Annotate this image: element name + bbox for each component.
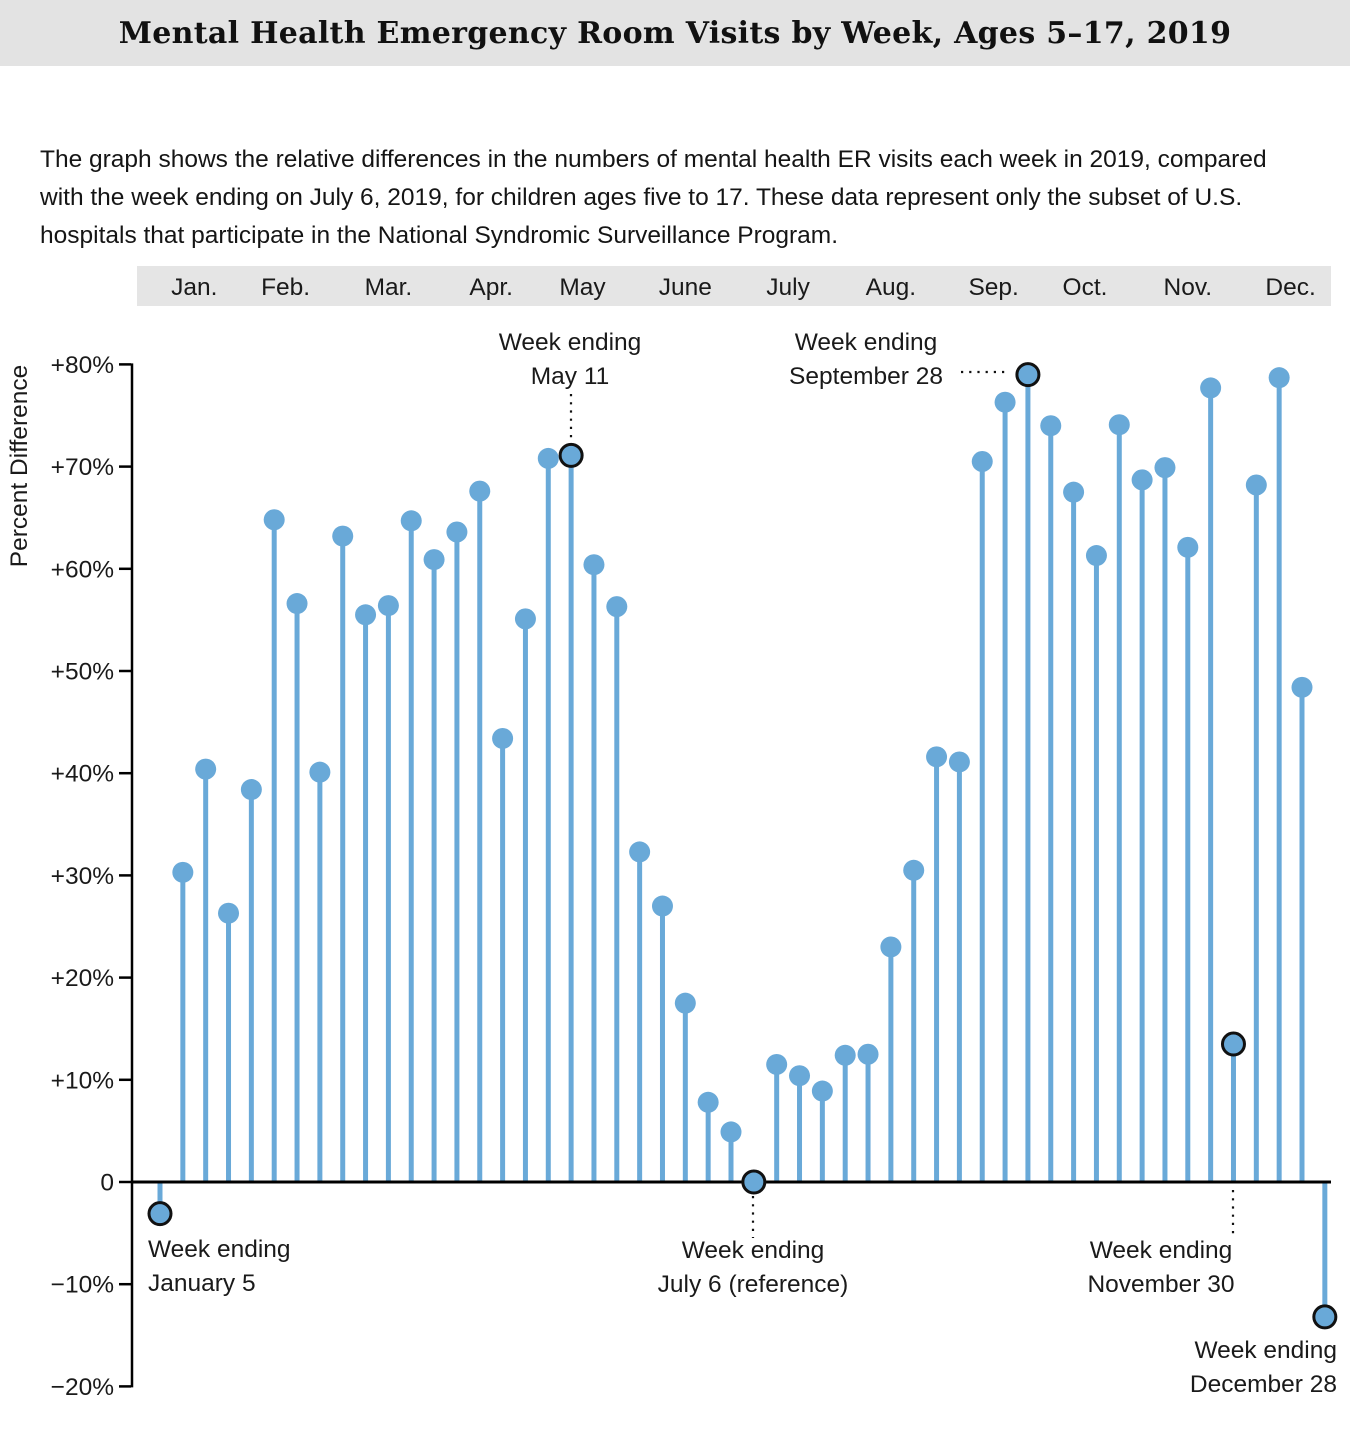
marker-week-10 — [355, 604, 376, 625]
y-tick-label: +80% — [50, 351, 114, 379]
marker-week-32 — [858, 1044, 879, 1065]
marker-week-35 — [926, 746, 947, 767]
month-label-dec: Dec. — [1265, 274, 1316, 301]
marker-week-38 — [995, 392, 1016, 413]
month-label-sep: Sep. — [968, 274, 1019, 301]
y-tick-label: +10% — [50, 1067, 114, 1095]
annotation-week-ending-july-6-reference-line1: Week ending — [681, 1237, 825, 1264]
highlighted-marker-week-39 — [1017, 364, 1039, 386]
marker-week-16 — [492, 728, 513, 749]
marker-week-5 — [241, 779, 262, 800]
y-tick-label: 0 — [100, 1169, 114, 1197]
marker-week-49 — [1246, 474, 1267, 495]
marker-week-29 — [789, 1065, 810, 1086]
annotation-week-ending-september-28-line1: Week ending — [794, 329, 938, 356]
marker-week-51 — [1292, 677, 1313, 698]
y-tick-label: +40% — [50, 760, 114, 788]
page-title: Mental Health Emergency Room Visits by Week, Ages 5–17, 2019 — [118, 15, 1232, 51]
month-label-oct: Oct. — [1062, 274, 1108, 301]
month-label-may: May — [559, 274, 606, 301]
marker-week-7 — [287, 593, 308, 614]
marker-week-28 — [766, 1054, 787, 1075]
annotation-week-ending-may-11-line1: Week ending — [498, 329, 642, 356]
y-tick-label: +60% — [50, 556, 114, 584]
month-header-band — [137, 266, 1331, 306]
marker-week-24 — [675, 993, 696, 1014]
marker-week-50 — [1269, 367, 1290, 388]
marker-week-34 — [903, 860, 924, 881]
annotation-week-ending-november-30-line2: November 30 — [1087, 1271, 1235, 1298]
marker-week-18 — [538, 448, 559, 469]
marker-week-8 — [309, 762, 330, 783]
marker-week-21 — [606, 596, 627, 617]
highlighted-marker-week-52 — [1314, 1306, 1336, 1328]
highlighted-marker-week-27 — [743, 1171, 765, 1193]
marker-week-44 — [1132, 469, 1153, 490]
marker-week-17 — [515, 608, 536, 629]
marker-week-3 — [195, 759, 216, 780]
marker-week-9 — [332, 526, 353, 547]
annotation-week-ending-july-6-reference-line2: July 6 (reference) — [657, 1271, 849, 1298]
marker-week-26 — [721, 1121, 742, 1142]
month-label-feb: Feb. — [261, 274, 311, 301]
marker-week-12 — [401, 510, 422, 531]
marker-week-43 — [1109, 414, 1130, 435]
marker-week-22 — [629, 841, 650, 862]
marker-week-4 — [218, 903, 239, 924]
y-tick-label: +30% — [50, 862, 114, 890]
marker-week-31 — [835, 1045, 856, 1066]
annotation-week-ending-november-30-line1: Week ending — [1089, 1237, 1233, 1264]
highlighted-marker-week-48 — [1222, 1033, 1244, 1055]
y-tick-label: +20% — [50, 965, 114, 993]
annotation-week-ending-september-28-line2: September 28 — [789, 363, 943, 390]
marker-week-40 — [1040, 415, 1061, 436]
marker-week-45 — [1154, 457, 1175, 478]
marker-week-33 — [880, 936, 901, 957]
marker-week-41 — [1063, 482, 1084, 503]
month-label-june: June — [658, 274, 712, 301]
marker-week-15 — [469, 481, 490, 502]
marker-week-36 — [949, 751, 970, 772]
marker-week-20 — [583, 554, 604, 575]
annotation-week-ending-december-28-line1: Week ending — [1194, 1337, 1337, 1364]
y-axis-title: Percent Difference — [6, 364, 33, 568]
month-label-mar: Mar. — [364, 274, 413, 301]
marker-week-11 — [378, 595, 399, 616]
marker-week-47 — [1200, 377, 1221, 398]
annotation-week-ending-january-5-line2: January 5 — [148, 1270, 256, 1297]
y-tick-label: +70% — [50, 454, 114, 482]
marker-week-13 — [424, 549, 445, 570]
month-label-jan: Jan. — [171, 274, 218, 301]
marker-week-2 — [172, 862, 193, 883]
chart-description: The graph shows the relative differences in the numbers of mental health ER visits each week in 2019, compared with the week ending on July 6, 2019, for children ages five to 17. These data represent only the subset of U.S. hospitals that participate in the National Syndromic Surveillance Program. — [40, 145, 1267, 249]
highlighted-marker-week-1 — [149, 1203, 171, 1225]
marker-week-42 — [1086, 545, 1107, 566]
marker-week-23 — [652, 896, 673, 917]
marker-week-25 — [698, 1092, 719, 1113]
marker-week-37 — [972, 451, 993, 472]
month-label-july: July — [766, 274, 810, 301]
marker-week-46 — [1177, 537, 1198, 558]
marker-week-6 — [264, 509, 285, 530]
y-tick-label: −10% — [50, 1271, 114, 1299]
month-label-nov: Nov. — [1163, 274, 1213, 301]
annotation-week-ending-january-5-line1: Week ending — [148, 1236, 291, 1263]
annotation-week-ending-may-11-line2: May 11 — [530, 363, 610, 390]
marker-week-14 — [446, 522, 467, 543]
marker-week-30 — [812, 1081, 833, 1102]
annotation-week-ending-december-28-line2: December 28 — [1189, 1371, 1337, 1398]
y-tick-label: +50% — [50, 658, 114, 686]
month-label-apr: Apr. — [469, 274, 513, 301]
month-label-aug: Aug. — [865, 274, 917, 301]
y-tick-label: −20% — [50, 1373, 114, 1401]
highlighted-marker-week-19 — [560, 444, 582, 466]
